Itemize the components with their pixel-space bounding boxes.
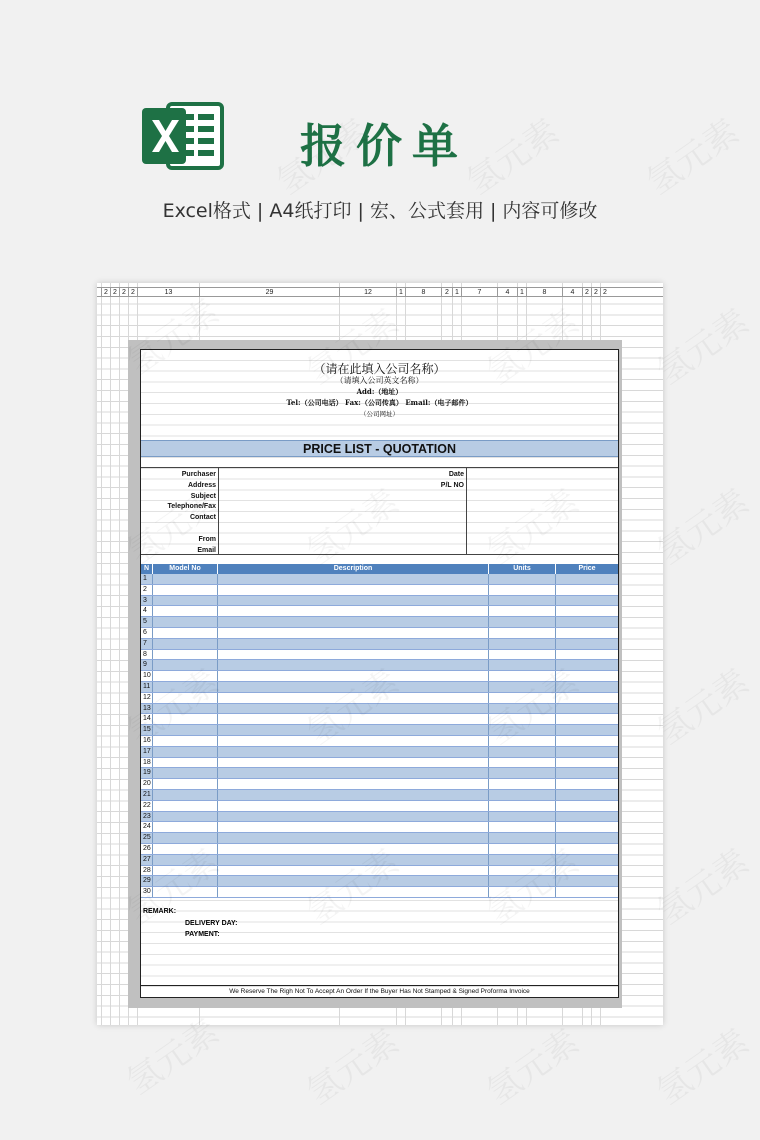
units-cell[interactable]	[489, 887, 556, 897]
model-cell[interactable]	[153, 758, 218, 768]
price-cell[interactable]	[556, 596, 618, 606]
table-row	[141, 639, 618, 650]
company-name[interactable]: （请在此填入公司名称）	[313, 362, 446, 376]
price-cell[interactable]	[556, 617, 618, 627]
units-cell[interactable]	[489, 574, 556, 584]
price-cell[interactable]	[556, 887, 618, 897]
model-cell[interactable]	[153, 704, 218, 714]
units-cell[interactable]	[489, 617, 556, 627]
column-width-cell: 7	[461, 288, 497, 297]
description-cell[interactable]	[218, 887, 489, 897]
purchaser-label: Purchaser	[181, 471, 216, 478]
model-cell[interactable]	[153, 779, 218, 789]
price-cell[interactable]	[556, 606, 618, 616]
column-width-cell: 2	[591, 288, 600, 297]
gridline	[119, 283, 120, 1025]
price-cell[interactable]	[556, 866, 618, 876]
row-number: 17	[141, 747, 153, 757]
price-cell[interactable]	[556, 725, 618, 735]
model-cell[interactable]	[153, 801, 218, 811]
price-cell[interactable]	[556, 671, 618, 681]
column-width-cell: 2	[110, 288, 119, 297]
row-number: 16	[141, 736, 153, 746]
description-cell[interactable]	[218, 585, 489, 595]
model-cell[interactable]	[153, 736, 218, 746]
description-cell[interactable]	[218, 779, 489, 789]
units-cell[interactable]	[489, 714, 556, 724]
column-width-cell: 29	[199, 288, 339, 297]
model-cell[interactable]	[153, 887, 218, 897]
model-cell[interactable]	[153, 639, 218, 649]
column-width-cell: 12	[339, 288, 396, 297]
row-number: 7	[141, 639, 153, 649]
row-number: 19	[141, 768, 153, 778]
model-cell[interactable]	[153, 628, 218, 638]
column-width-cell: 8	[526, 288, 562, 297]
col-header-price: Price	[578, 565, 596, 572]
table-row	[141, 585, 618, 596]
table-row	[141, 596, 618, 607]
row-number: 14	[141, 714, 153, 724]
units-cell[interactable]	[489, 833, 556, 843]
price-cell[interactable]	[556, 660, 618, 670]
table-row	[141, 768, 618, 779]
row-number: 4	[141, 606, 153, 616]
description-cell[interactable]	[218, 876, 489, 886]
description-cell[interactable]	[218, 758, 489, 768]
model-cell[interactable]	[153, 693, 218, 703]
page-subtitle: Excel格式 | A4纸打印 | 宏、公式套用 | 内容可修改	[162, 200, 598, 222]
description-cell[interactable]	[218, 747, 489, 757]
description-cell[interactable]	[218, 736, 489, 746]
model-cell[interactable]	[153, 768, 218, 778]
row-number: 5	[141, 617, 153, 627]
price-cell[interactable]	[556, 844, 618, 854]
gridline	[110, 283, 111, 1025]
watermark-text	[295, 1015, 407, 1114]
description-cell[interactable]	[218, 790, 489, 800]
row-number: 9	[141, 660, 153, 670]
price-cell[interactable]	[556, 704, 618, 714]
table-row	[141, 704, 618, 715]
column-width-cell: 8	[405, 288, 441, 297]
table-row	[141, 574, 618, 585]
price-cell[interactable]	[556, 574, 618, 584]
row-number: 2	[141, 585, 153, 595]
company-website[interactable]: （公司网址）	[360, 410, 399, 418]
model-cell[interactable]	[153, 833, 218, 843]
row-number: 20	[141, 779, 153, 789]
column-width-cell: 2	[119, 288, 128, 297]
units-cell[interactable]	[489, 812, 556, 822]
model-cell[interactable]	[153, 714, 218, 724]
company-english-name[interactable]: （请填入公司英文名称）	[335, 376, 424, 385]
model-cell[interactable]	[153, 585, 218, 595]
row-number: 15	[141, 725, 153, 735]
row-number: 3	[141, 596, 153, 606]
description-cell[interactable]	[218, 855, 489, 865]
description-cell[interactable]	[218, 574, 489, 584]
table-row	[141, 801, 618, 812]
price-cell[interactable]	[556, 801, 618, 811]
price-cell[interactable]	[556, 855, 618, 865]
units-cell[interactable]	[489, 758, 556, 768]
company-contact[interactable]: Tel:（公司电话） Fax:（公司传真） Email:（电子邮件）	[286, 398, 473, 407]
row-number: 28	[141, 866, 153, 876]
description-cell[interactable]	[218, 660, 489, 670]
price-cell[interactable]	[556, 876, 618, 886]
model-cell[interactable]	[153, 596, 218, 606]
column-width-cell: 4	[562, 288, 582, 297]
from-label: From	[198, 535, 216, 543]
column-width-header	[97, 287, 663, 297]
model-cell[interactable]	[153, 844, 218, 854]
column-width-cell: 13	[137, 288, 199, 297]
units-cell[interactable]	[489, 736, 556, 746]
model-cell[interactable]	[153, 790, 218, 800]
footer-disclaimer: We Reserve The Righ Not To Accept An Order If the Buyer Has Not Stamped & Signed Proforma Invoice	[141, 985, 618, 997]
model-cell[interactable]	[153, 855, 218, 865]
description-cell[interactable]	[218, 650, 489, 660]
pl-no-label: P/L NO	[440, 481, 464, 489]
description-cell[interactable]	[218, 617, 489, 627]
customer-info-block	[141, 467, 618, 555]
col-header-description: Description	[218, 564, 489, 574]
description-cell[interactable]	[218, 725, 489, 735]
price-cell[interactable]	[556, 628, 618, 638]
contact-label: Contact	[189, 514, 216, 522]
table-row	[141, 779, 618, 790]
units-cell[interactable]	[489, 628, 556, 638]
column-width-cell: 4	[497, 288, 517, 297]
row-number: 1	[141, 574, 153, 584]
units-cell[interactable]	[489, 650, 556, 660]
column-width-cell: 2	[101, 288, 110, 297]
description-cell[interactable]	[218, 714, 489, 724]
price-cell[interactable]	[556, 639, 618, 649]
model-cell[interactable]	[153, 660, 218, 670]
column-width-cell: 2	[441, 288, 452, 297]
model-cell[interactable]	[153, 682, 218, 692]
table-row	[141, 628, 618, 639]
table-row	[141, 714, 618, 725]
price-cell[interactable]	[556, 585, 618, 595]
remark-label: REMARK:	[143, 908, 177, 915]
units-cell[interactable]	[489, 596, 556, 606]
row-number: 8	[141, 650, 153, 660]
units-cell[interactable]	[489, 866, 556, 876]
company-address[interactable]: Add:（地址）	[356, 387, 403, 396]
column-width-cell: 2	[582, 288, 591, 297]
price-cell[interactable]	[556, 650, 618, 660]
watermark-text	[475, 1015, 587, 1114]
description-cell[interactable]	[218, 801, 489, 811]
description-cell[interactable]	[218, 682, 489, 692]
model-cell[interactable]	[153, 650, 218, 660]
price-cell[interactable]	[556, 822, 618, 832]
column-width-cell: 2	[600, 288, 609, 297]
column-width-cell: 1	[452, 288, 461, 297]
table-row	[141, 790, 618, 801]
watermark-text	[645, 1015, 757, 1114]
delivery-day-label: DELIVERY DAY:	[185, 920, 238, 927]
gridline	[101, 283, 102, 1025]
units-cell[interactable]	[489, 585, 556, 595]
banner	[0, 0, 760, 260]
model-cell[interactable]	[153, 822, 218, 832]
table-row	[141, 617, 618, 628]
column-width-cell: 1	[517, 288, 526, 297]
row-number: 21	[141, 790, 153, 800]
row-number: 30	[141, 887, 153, 897]
table-row	[141, 693, 618, 704]
row-number: 18	[141, 758, 153, 768]
info-divider	[218, 468, 219, 554]
price-cell[interactable]	[556, 768, 618, 778]
price-cell[interactable]	[556, 714, 618, 724]
address-label: Address	[187, 481, 216, 489]
units-cell[interactable]	[489, 822, 556, 832]
units-cell[interactable]	[489, 876, 556, 886]
model-cell[interactable]	[153, 866, 218, 876]
price-cell[interactable]	[556, 747, 618, 757]
units-cell[interactable]	[489, 639, 556, 649]
units-cell[interactable]	[489, 671, 556, 681]
table-row	[141, 660, 618, 671]
price-cell[interactable]	[556, 790, 618, 800]
table-row	[141, 747, 618, 758]
table-body	[141, 574, 618, 898]
subject-label: Subject	[190, 492, 216, 500]
table-row	[141, 725, 618, 736]
items-table	[141, 564, 618, 898]
col-header-model: Model No	[153, 564, 218, 574]
table-row	[141, 650, 618, 661]
units-cell[interactable]	[489, 801, 556, 811]
model-cell[interactable]	[153, 876, 218, 886]
payment-label: PAYMENT:	[185, 931, 220, 938]
units-cell[interactable]	[489, 790, 556, 800]
row-number: 13	[141, 704, 153, 714]
description-cell[interactable]	[218, 822, 489, 832]
description-cell[interactable]	[218, 833, 489, 843]
table-row	[141, 855, 618, 866]
column-width-cell: 2	[128, 288, 137, 297]
description-cell[interactable]	[218, 693, 489, 703]
row-number: 12	[141, 693, 153, 703]
table-row	[141, 887, 618, 898]
table-header-row	[141, 564, 618, 574]
row-number: 6	[141, 628, 153, 638]
row-number: 27	[141, 855, 153, 865]
info-divider	[466, 468, 467, 554]
description-cell[interactable]	[218, 671, 489, 681]
description-cell[interactable]	[218, 628, 489, 638]
col-header-units: Units	[489, 564, 556, 574]
description-cell[interactable]	[218, 768, 489, 778]
row-number: 22	[141, 801, 153, 811]
model-cell[interactable]	[153, 671, 218, 681]
units-cell[interactable]	[489, 682, 556, 692]
price-cell[interactable]	[556, 682, 618, 692]
table-row	[141, 682, 618, 693]
row-number: 26	[141, 844, 153, 854]
price-cell[interactable]	[556, 779, 618, 789]
price-list-title: PRICE LIST - QUOTATION	[141, 440, 618, 457]
units-cell[interactable]	[489, 779, 556, 789]
table-row	[141, 606, 618, 617]
table-row	[141, 822, 618, 833]
model-cell[interactable]	[153, 574, 218, 584]
row-number: 11	[141, 682, 153, 692]
row-number: 24	[141, 822, 153, 832]
price-cell[interactable]	[556, 812, 618, 822]
spreadsheet-preview	[97, 283, 663, 1025]
units-cell[interactable]	[489, 747, 556, 757]
row-number: 10	[141, 671, 153, 681]
model-cell[interactable]	[153, 617, 218, 627]
units-cell[interactable]	[489, 844, 556, 854]
price-cell[interactable]	[556, 736, 618, 746]
table-row	[141, 844, 618, 855]
price-cell[interactable]	[556, 833, 618, 843]
row-number: 23	[141, 812, 153, 822]
row-number: 29	[141, 876, 153, 886]
excel-icon	[140, 100, 226, 172]
price-cell[interactable]	[556, 693, 618, 703]
description-cell[interactable]	[218, 639, 489, 649]
telephone-fax-label: Telephone/Fax	[167, 503, 216, 511]
description-cell[interactable]	[218, 866, 489, 876]
date-label: Date	[448, 471, 464, 478]
model-cell[interactable]	[153, 606, 218, 616]
table-row	[141, 812, 618, 823]
units-cell[interactable]	[489, 660, 556, 670]
units-cell[interactable]	[489, 768, 556, 778]
model-cell[interactable]	[153, 747, 218, 757]
email-label: Email	[197, 546, 216, 554]
column-width-cell: 1	[396, 288, 405, 297]
table-row	[141, 833, 618, 844]
col-header-n: N	[141, 564, 153, 574]
row-number: 25	[141, 833, 153, 843]
table-row	[141, 866, 618, 877]
page-title: 报价单	[300, 119, 468, 173]
units-cell[interactable]	[489, 704, 556, 714]
table-row	[141, 671, 618, 682]
units-cell[interactable]	[489, 693, 556, 703]
description-cell[interactable]	[218, 606, 489, 616]
description-cell[interactable]	[218, 596, 489, 606]
price-cell[interactable]	[556, 758, 618, 768]
units-cell[interactable]	[489, 725, 556, 735]
description-cell[interactable]	[218, 844, 489, 854]
table-row	[141, 758, 618, 769]
table-row	[141, 736, 618, 747]
description-cell[interactable]	[218, 812, 489, 822]
model-cell[interactable]	[153, 725, 218, 735]
quotation-page	[140, 349, 619, 998]
description-cell[interactable]	[218, 704, 489, 714]
units-cell[interactable]	[489, 855, 556, 865]
model-cell[interactable]	[153, 812, 218, 822]
table-row	[141, 876, 618, 887]
units-cell[interactable]	[489, 606, 556, 616]
